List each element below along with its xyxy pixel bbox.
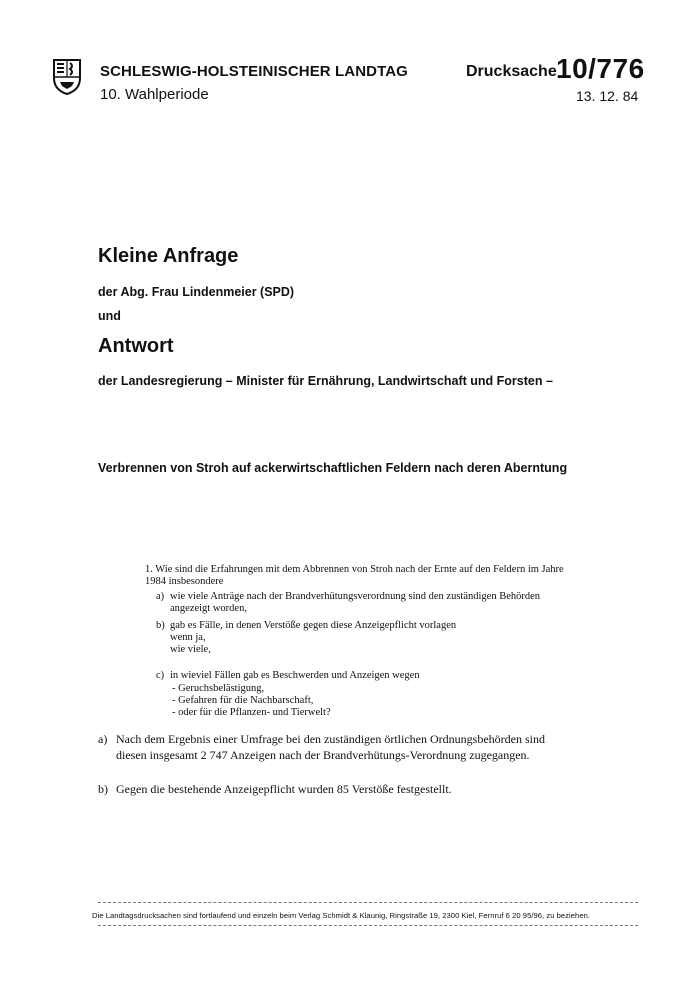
electoral-period: 10. Wahlperiode xyxy=(100,86,209,103)
answer-a-text: Nach dem Ergebnis einer Umfrage bei den zuständigen örtlichen Ordnungsbehörden sind diesen insgesamt 2 747 Anzeigen nach der Brandverhütungs-Verordnung zugegangen. xyxy=(116,732,545,762)
coat-of-arms-icon xyxy=(52,58,82,96)
question-c-label: c) xyxy=(156,670,165,681)
answer-b xyxy=(98,781,578,797)
list-item: - oder für die Pflanzen- und Tierwelt? xyxy=(172,707,331,718)
drucksache-number: 10/776 xyxy=(556,53,645,84)
footer-rule-bottom xyxy=(98,925,638,926)
question-c-text: in wieviel Fällen gab es Beschwerden und Anzeigen wegen xyxy=(170,670,420,681)
question-intro: 1. Wie sind die Erfahrungen mit dem Abbrennen von Stroh nach der Ernte auf den Feldern im Jahre 1984 insbesondere xyxy=(145,564,564,587)
ministry-line: der Landesregierung – Minister für Ernährung, Landwirtschaft und Forsten – xyxy=(98,374,553,388)
footer-note: Die Landtagsdrucksachen sind fortlaufend und einzeln beim Verlag Schmidt & Klaunig, Ringstraße 19, 2300 Kiel, Fernruf 6 20 95/96, zu beziehen. xyxy=(92,911,591,920)
question-item-c xyxy=(156,670,566,682)
answer-b-text: Gegen die bestehende Anzeigepflicht wurden 85 Verstöße festgestellt. xyxy=(116,782,452,796)
footer-rule-top xyxy=(98,902,638,903)
answer-a xyxy=(98,731,578,763)
answer-b-label: b) xyxy=(98,782,108,796)
question-c-list xyxy=(172,683,562,719)
question-b-line3: wie viele, xyxy=(170,644,211,655)
question-b-line2: wenn ja, xyxy=(170,632,206,643)
antwort-heading: Antwort xyxy=(98,335,174,357)
drucksache-label: Drucksache xyxy=(466,63,557,80)
list-item: - Gefahren für die Nachbarschaft, xyxy=(172,695,314,706)
asker-line: der Abg. Frau Lindenmeier (SPD) xyxy=(98,285,295,299)
question-b-text: gab es Fälle, in denen Verstöße gegen diese Anzeigepflicht vorlagen xyxy=(170,620,457,631)
question-b-label: b) xyxy=(156,620,165,631)
question-a-text: wie viele Anträge nach der Brandverhütungsverordnung sind den zuständigen Behörden angezeigt worden, xyxy=(170,591,541,614)
question-a-label: a) xyxy=(156,591,165,602)
und-line: und xyxy=(98,309,121,323)
question-item-a xyxy=(156,591,566,615)
list-item: - Geruchsbelästigung, xyxy=(172,683,265,694)
topic-title: Verbrennen von Stroh auf ackerwirtschaftlichen Feldern nach deren Aberntung xyxy=(98,461,568,475)
kleine-anfrage-heading: Kleine Anfrage xyxy=(98,245,239,267)
answer-a-label: a) xyxy=(98,732,108,746)
question-item-b xyxy=(156,620,566,656)
document-date: 13. 12. 84 xyxy=(576,88,639,104)
parliament-name: SCHLESWIG-HOLSTEINISCHER LANDTAG xyxy=(100,63,408,80)
